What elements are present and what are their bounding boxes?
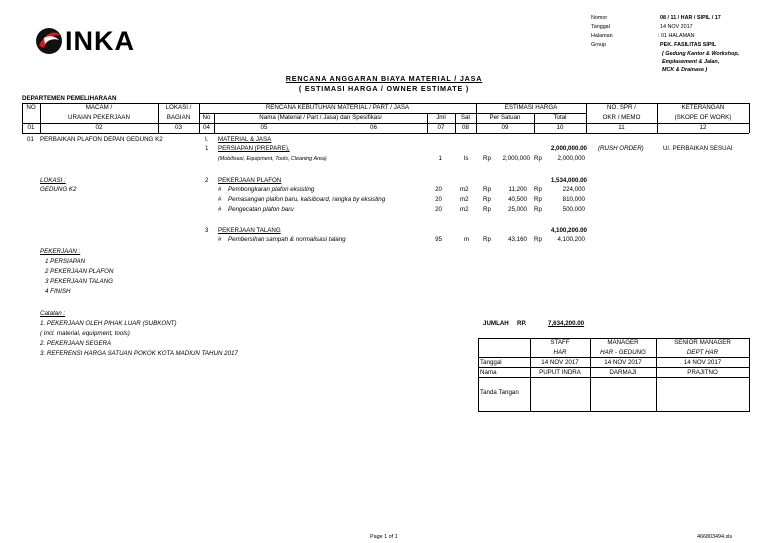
meta-tanggal: 14 NOV 2017	[660, 24, 693, 30]
plafon-item-sat: m2	[460, 206, 469, 213]
plafon-item-rp1: Rp	[483, 206, 491, 213]
meta-nomor: 08 / 11 / HAR / SIPIL / 17	[660, 15, 721, 21]
plafon-item-price: 11,200	[508, 186, 527, 193]
pekerjaan-item: 2 PEKERJAAN PLAFON	[45, 268, 114, 275]
jumlah-label: JUMLAH	[483, 320, 509, 327]
plafon-item-rp1: Rp	[483, 196, 491, 203]
header-lokasi: LOKASI /	[165, 104, 192, 111]
colnum-02: 02	[95, 124, 103, 131]
sig-row-tanda-tangan: Tanda Tangan	[480, 389, 519, 396]
persiapan-item-rp1: Rp	[483, 155, 491, 162]
persiapan-total: 2,000,000.00	[550, 145, 587, 152]
sig-senior-dept: DEPT HAR	[686, 349, 719, 356]
colnum-07: 07	[437, 124, 445, 131]
sig-staff-dept: HAR	[553, 349, 567, 356]
plafon-item-name: Pembongkaran plafon eksisting	[228, 186, 315, 193]
lokasi-label: LOKASI :	[40, 177, 66, 184]
talang-no: 3	[205, 227, 209, 234]
colnum-11: 11	[618, 124, 625, 131]
header-bagian: BAGIAN	[166, 114, 191, 121]
header-no: NO	[26, 104, 36, 111]
persiapan-item-name: (Mobilisasi, Equipment, Tools, Cleaning Area)	[218, 156, 327, 162]
colnum-09: 09	[501, 124, 509, 131]
department-label: DEPARTEMEN PEMELIHARAAN	[22, 95, 117, 102]
colnum-10: 10	[556, 124, 564, 131]
sig-row-nama: Nama	[480, 369, 497, 376]
header-skope: (SKOPE OF WORK)	[674, 114, 732, 121]
sig-manager-role: MANAGER	[607, 339, 639, 346]
talang-total: 4,100,200.00	[550, 227, 587, 234]
header-no2: No	[202, 114, 211, 121]
meta-group-note-3: MCK & Drainase )	[662, 67, 708, 73]
section-marker: I.	[205, 136, 209, 143]
plafon-item-mark: #	[218, 196, 222, 203]
plafon-item-price: 25,000	[508, 206, 527, 213]
talang-item-sat: m	[464, 236, 470, 243]
sig-manager-dept: HAR - GEDUNG	[600, 349, 646, 356]
meta-label-halaman: Halaman	[591, 33, 613, 39]
persiapan-item-sat: ls	[464, 155, 469, 162]
meta-label-group: Group	[591, 42, 606, 48]
sig-manager-date: 14 NOV 2017	[604, 359, 642, 366]
plafon-item-price: 40,500	[508, 196, 527, 203]
sig-senior-name: PRAJITNO	[687, 369, 718, 376]
plafon-item-name: Pemasangan plafon baru, kalsiboard, rangka by eksisting	[228, 196, 386, 203]
section-title: MATERIAL & JASA	[218, 136, 272, 143]
sig-row-tanggal: Tanggal	[480, 359, 502, 366]
plafon-item-rp2: Rp	[534, 206, 542, 213]
meta-group-note-1: ( Gedung Kantor & Workshop,	[662, 51, 740, 57]
header-keterangan: KETERANGAN	[681, 104, 725, 111]
colnum-05: 05	[260, 124, 268, 131]
logo-wordmark: INKA	[65, 26, 135, 56]
sig-senior-date: 14 NOV 2017	[683, 359, 722, 366]
plafon-total: 1,534,000.00	[550, 177, 587, 184]
meta-halaman: : 01 HALAMAN	[658, 33, 695, 39]
sig-senior-role: SENIOR MANAGER	[674, 339, 731, 346]
meta-group-note-2: Emplasement & Jalan,	[662, 59, 720, 65]
sig-staff-date: 14 NOV 2017	[541, 359, 579, 366]
page-title: RENCANA ANGGARAN BIAYA MATERIAL / JASA	[285, 74, 483, 83]
row-no: 01	[27, 136, 34, 143]
colnum-04: 04	[203, 124, 210, 131]
sig-staff-role: STAFF	[550, 339, 570, 346]
inka-logo	[35, 26, 165, 56]
talang-item-jml: 95	[435, 236, 442, 243]
row-uraian: PERBAIKAN PLAFON DEPAN GEDUNG K2	[40, 136, 163, 143]
talang-item-rp1: Rp	[483, 236, 491, 243]
talang-item-total: 4,100,200	[557, 236, 585, 243]
sig-staff-name: PUPUT INDRA	[539, 369, 581, 376]
plafon-item-rp2: Rp	[534, 186, 542, 193]
colnum-12: 12	[699, 124, 707, 131]
header-total: Total	[553, 114, 567, 121]
plafon-item-jml: 20	[435, 206, 442, 213]
persiapan-title: PERSIAPAN (PREPARE),	[218, 145, 290, 152]
persiapan-keterangan: U/. PERBAIKAN SESUAI	[663, 145, 733, 152]
header-estimasi: ESTIMASI HARGA	[504, 104, 558, 111]
colnum-03: 03	[175, 124, 182, 131]
talang-item-mark: #	[218, 236, 222, 243]
colnum-01: 01	[27, 124, 35, 131]
catatan-item: ( Incl. material, equipment, tools)	[40, 330, 130, 337]
plafon-item-total: 500,000	[562, 206, 585, 213]
plafon-item-jml: 20	[435, 186, 442, 193]
footer-page: Page 1 of 1	[370, 534, 398, 540]
jumlah-rp: RP.	[517, 320, 527, 327]
header-per-satuan: Per Satuan	[489, 114, 521, 121]
meta-label-nomor: Nomor	[591, 15, 608, 21]
catatan-label: Catatan :	[40, 310, 66, 317]
talang-item-rp2: Rp	[534, 236, 542, 243]
jumlah-value: 7,634,200.00	[548, 320, 585, 327]
pekerjaan-label: PEKERJAAN :	[40, 248, 81, 255]
plafon-item-sat: m2	[460, 186, 469, 193]
header-nama: Nama (Material / Part / Jasa) dan Spesifikasi	[259, 114, 382, 121]
colnum-08: 08	[462, 124, 469, 131]
persiapan-no: 1	[205, 145, 209, 152]
pekerjaan-item: 4 FINISH	[45, 288, 71, 295]
page-subtitle: ( ESTIMASI HARGA / OWNER ESTIMATE )	[298, 84, 470, 93]
persiapan-item-rp2: Rp	[534, 155, 542, 162]
plafon-item-total: 224,000	[562, 186, 585, 193]
header-macam: MACAM /	[85, 104, 113, 111]
plafon-item-total: 810,000	[562, 196, 585, 203]
plafon-no: 2	[205, 177, 209, 184]
header-spr: NO. SPR /	[607, 104, 636, 111]
persiapan-item-total: 2,000,000	[557, 155, 585, 162]
talang-item-name: Pembersihan sampah & normalisasi talang	[228, 236, 346, 243]
lokasi-value: GEDUNG K2	[40, 186, 77, 193]
header-okr: OKR / MEMO	[602, 114, 641, 121]
header-sat: Sat	[460, 114, 471, 121]
header-rencana: RENCANA KEBUTUHAN MATERIAL / PART / JASA	[265, 104, 410, 111]
footer-file: 466803494.xls	[697, 534, 733, 540]
persiapan-item-jml: 1	[438, 155, 442, 162]
header-uraian: URAIAN PEKERJAAN	[68, 114, 130, 121]
catatan-item: 3. REFERENSI HARGA SATUAN POKOK KOTA MADIUN TAHUN 2017	[40, 350, 238, 357]
sig-manager-name: DARMAJI	[609, 369, 637, 376]
colnum-06: 06	[370, 124, 377, 131]
plafon-item-mark: #	[218, 206, 222, 213]
plafon-item-sat: m2	[460, 196, 469, 203]
pekerjaan-item: 1 PERSIAPAN	[45, 258, 86, 265]
catatan-item: 2. PEKERJAAN SEGERA	[40, 340, 112, 347]
plafon-item-mark: #	[218, 186, 222, 193]
meta-label-tanggal: Tanggal	[591, 24, 610, 30]
plafon-title: PEKERJAAN PLAFON	[218, 177, 282, 184]
plafon-item-rp1: Rp	[483, 186, 491, 193]
plafon-item-rp2: Rp	[534, 196, 542, 203]
plafon-item-jml: 20	[435, 196, 442, 203]
plafon-item-name: Pengecatan plafon baru	[228, 206, 294, 213]
persiapan-item-price: 2,000,000	[502, 155, 530, 162]
persiapan-spr: (RUSH ORDER)	[598, 145, 644, 152]
header-jml: Jml	[436, 114, 446, 121]
talang-item-price: 43,160	[508, 236, 527, 243]
talang-title: PEKERJAAN TALANG	[218, 227, 281, 234]
catatan-item: 1. PEKERJAAN OLEH PIHAK LUAR (SUBKONT)	[40, 320, 177, 327]
pekerjaan-item: 3 PEKERJAAN TALANG	[45, 278, 113, 285]
meta-group: PEK. FASILITAS SIPIL	[660, 42, 717, 48]
inka-emblem-icon	[35, 26, 63, 56]
